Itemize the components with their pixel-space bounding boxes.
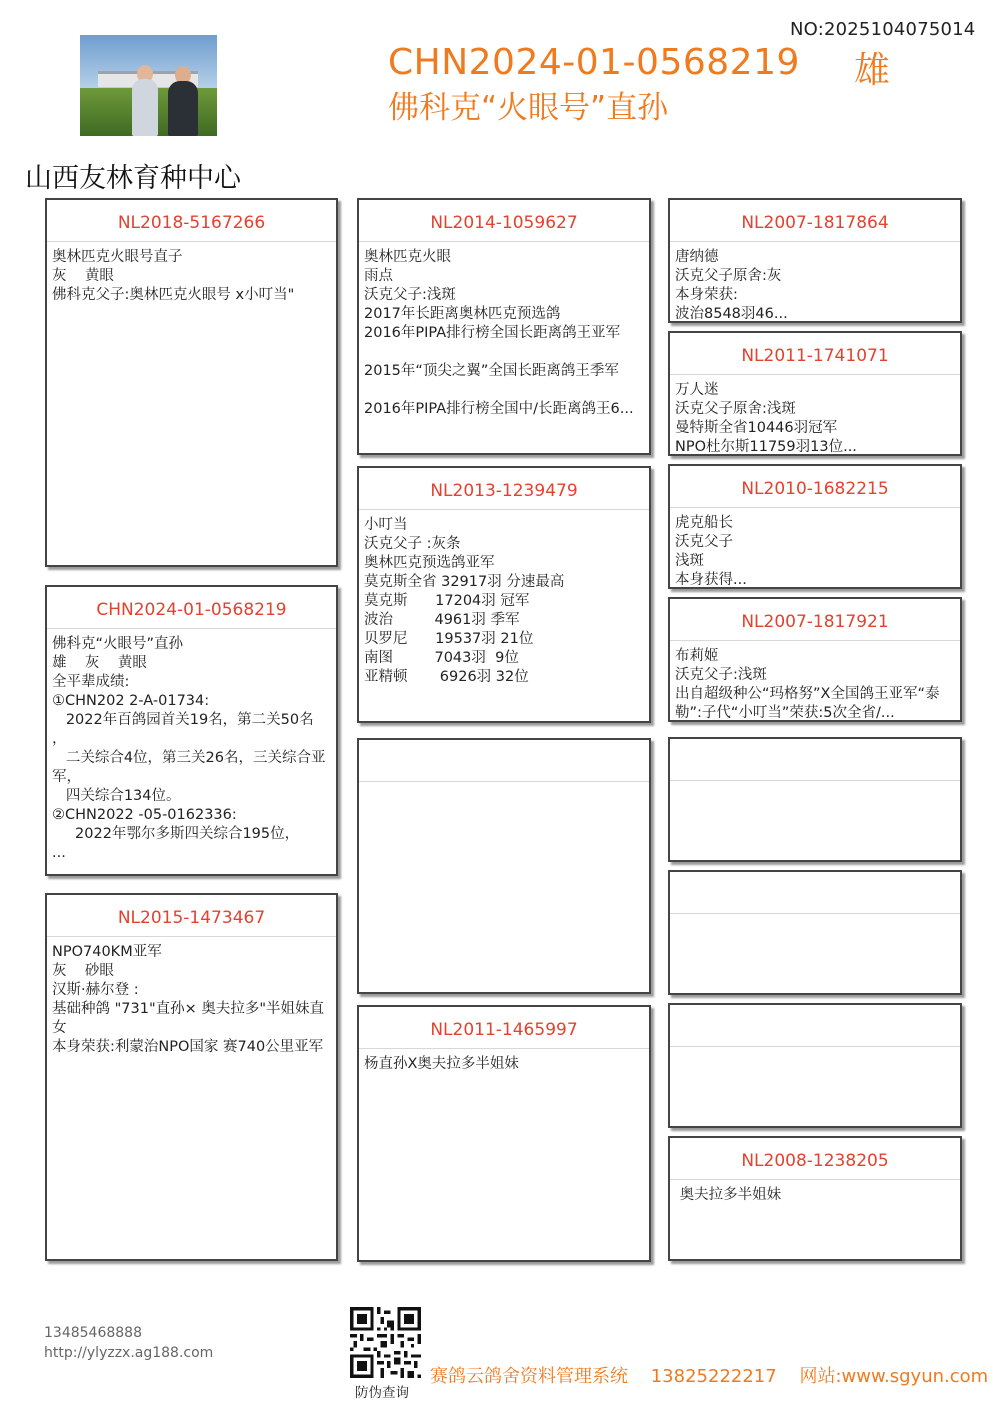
qr-label: 防伪查询: [355, 1385, 409, 1401]
title-ring: CHN2024-01-0568219: [388, 42, 800, 83]
sire-ring: NL2018-5167266: [47, 200, 336, 242]
dss-text: [670, 781, 960, 787]
dam-ring: NL2015-1473467: [47, 895, 336, 937]
ssd-card: [668, 331, 962, 456]
dds-ring: [670, 1005, 960, 1047]
dss-ring: [670, 739, 960, 781]
dsd-card: [668, 870, 962, 995]
sire-sire-card: [357, 198, 651, 455]
dam-dam-text: 杨直孙X奥夫拉多半姐妹: [364, 1056, 519, 1072]
ddd-ring: NL2008-1238205: [670, 1138, 960, 1180]
subject-ring: CHN2024-01-0568219: [47, 587, 336, 629]
owner-photo: [80, 35, 217, 136]
qr-code-icon[interactable]: [350, 1307, 421, 1378]
subject-text: 佛科克“火眼号”直孙 雄 灰 黄眼 全平辈成绩: ①CHN202 2-A-01734: 2022年百鸽园首关19名，第二关50名 ， 二关综合4位，第三关26名，三关综合亚军， 四关综合134位。 ②CHN2022 -05-0162336: 2022年鄂尔多斯四关综合195位， ...: [52, 636, 326, 861]
dsd-ring: [670, 872, 960, 914]
dam-sire-card: [357, 738, 651, 994]
system-phone: 13825222217: [650, 1366, 777, 1387]
dam-card: [45, 893, 338, 1261]
sss-card: [668, 198, 962, 323]
dam-sire-text: [359, 782, 649, 788]
sire-card: [45, 198, 338, 567]
system-name: 赛鸽云鸽舍资料管理系统: [430, 1366, 628, 1387]
sire-sire-ring: NL2014-1059627: [359, 200, 649, 242]
subject-card: [45, 585, 338, 876]
sire-dam-card: [357, 466, 651, 723]
sdd-ring: NL2007-1817921: [670, 599, 960, 641]
pigeon-ring-title: [388, 42, 891, 91]
ddd-card: [668, 1136, 962, 1261]
system-banner: [430, 1362, 1000, 1388]
sds-text: 虎克船长 沃克父子 浅斑 本身获得...: [675, 515, 747, 588]
dam-sire-ring: [359, 740, 649, 782]
dam-dam-ring: NL2011-1465997: [359, 1007, 649, 1049]
dds-text: [670, 1047, 960, 1053]
sds-ring: NL2010-1682215: [670, 466, 960, 508]
dam-text: NPO740KM亚军 灰 砂眼 汉斯·赫尔登 : 基础种鸽 "731"直孙× 奥夫拉多"半姐妹直女 本身荣获:利蒙治NPO国家 赛740公里亚军: [52, 944, 325, 1055]
sire-dam-ring: NL2013-1239479: [359, 468, 649, 510]
sire-dam-text: 小叮当 沃克父子 :灰条 奥林匹克预选鸽亚军 莫克斯全省 32917羽 分速最高 莫克斯 17204羽 冠军 波治 4961羽 季军 贝罗尼 19537羽 21位 南图 7043羽 9位 亚精顿 6926羽 32位: [364, 517, 565, 685]
sss-ring: NL2007-1817864: [670, 200, 960, 242]
dds-card: [668, 1003, 962, 1128]
document-number: NO:2025104075014: [790, 19, 976, 40]
sdd-text: 布莉姬 沃克父子:浅斑 出自超级种公“玛格努”X全国鸽王亚军“泰勒”:子代“小叮当”荣获:5次全省/...: [675, 648, 940, 721]
dss-card: [668, 737, 962, 862]
sss-text: 唐纳德 沃克父子原舍:灰 本身荣获: 波治8548羽46...: [675, 249, 788, 322]
ssd-ring: NL2011-1741071: [670, 333, 960, 375]
sdd-card: [668, 597, 962, 722]
sire-text: 奥林匹克火眼号直子 灰 黄眼 佛科克父子:奥林匹克火眼号 x小叮当": [52, 249, 295, 303]
sds-card: [668, 464, 962, 589]
loft-name: 山西友林育种中心: [25, 163, 241, 194]
sire-sire-text: 奥林匹克火眼 雨点 沃克父子:浅斑 2017年长距离奥林匹克预选鸽 2016年PIPA排行榜全国长距离鸽王亚军 2015年“顶尖之翼”全国长距离鸽王季军 2016年PIPA排行榜全国中/长距离鸽王6...: [364, 249, 634, 417]
dsd-text: [670, 914, 960, 920]
ssd-text: 万人迷 沃克父子原舍:浅斑 曼特斯全省10446羽冠军 NPO杜尔斯11759羽13位...: [675, 382, 857, 455]
title-sex: 雄: [854, 50, 891, 91]
ddd-text: 奥夫拉多半姐妹: [675, 1187, 782, 1203]
dam-dam-card: [357, 1005, 651, 1262]
pigeon-subtitle: 佛科克“火眼号”直孙: [388, 90, 669, 126]
footer-url[interactable]: http://ylyzzx.ag188.com: [44, 1345, 214, 1361]
system-website[interactable]: 网站:www.sgyun.com: [799, 1366, 989, 1387]
footer-phone: 13485468888: [44, 1325, 142, 1341]
